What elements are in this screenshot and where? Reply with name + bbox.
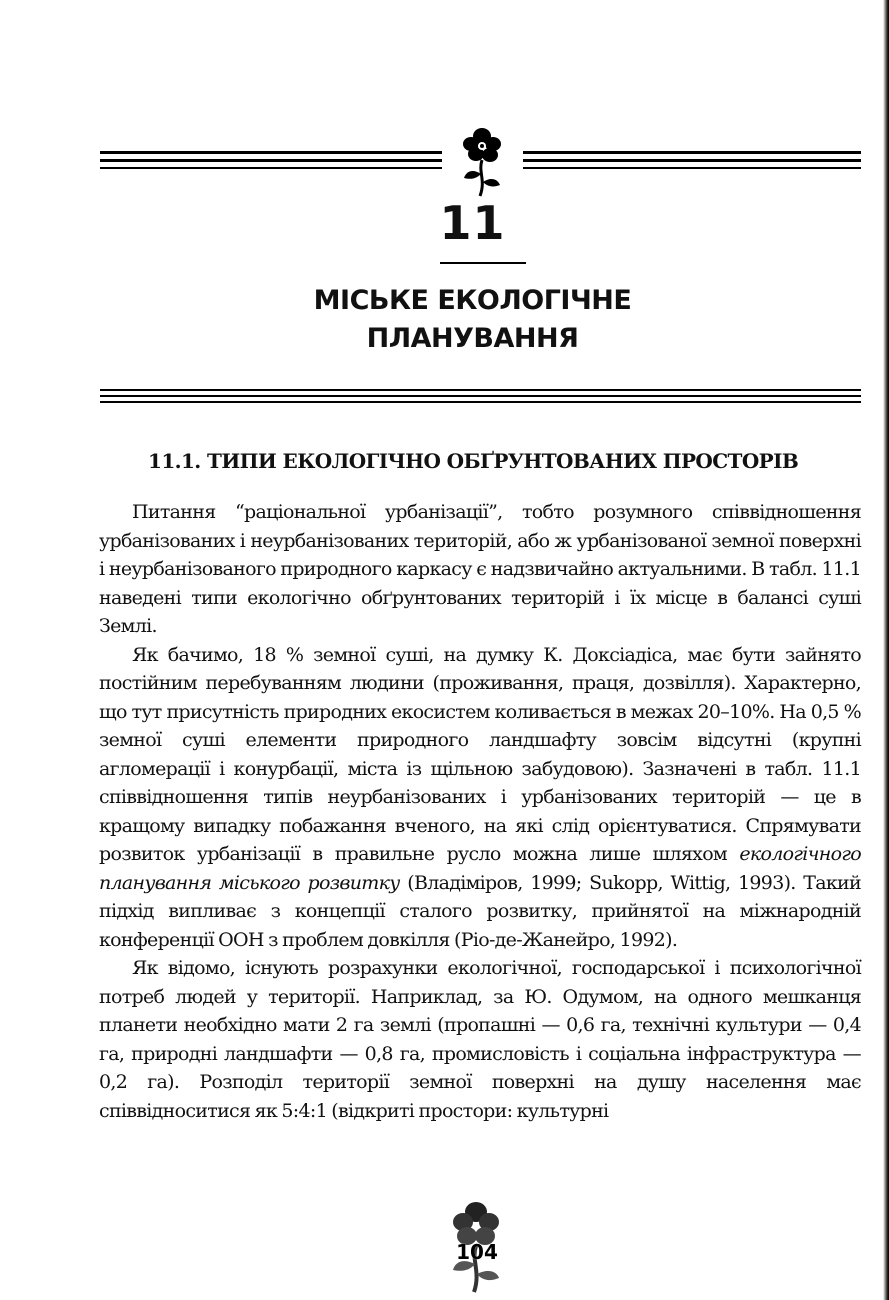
- header-rule-right: [523, 151, 861, 174]
- chapter-title-line-1: МІСЬКЕ ЕКОЛОГІЧНЕ: [313, 285, 632, 316]
- flower-ornament-icon: [452, 122, 512, 200]
- section-heading: 11.1. ТИПИ ЕКОЛОГІЧНО ОБҐРУНТОВАНИХ ПРОСТОРІВ: [148, 449, 799, 473]
- chapter-number-underline: [440, 262, 526, 264]
- paragraph-2-text-end: (Владіміров, 1999; Sukopp, Wittig, 1993). Такий підхід випливає з концепції сталого розвитку, прийнятої на міжнародній конференції ООН з проблем довкілля (Ріо-де-Жанейро, 1992).: [99, 871, 861, 951]
- paragraph-3: Як відомо, існують розрахунки екологічної, господарської і психологічної потреб людей у території. Наприклад, за Ю. Одумом, на одного мешканця планети необхідно мати 2 га землі (пропашні — 0,6 га, технічні культури — 0,4 га, природні ландшафти — 0,8 га, промисловість і соціальна інфраструктура — 0,2 га). Розподіл території земної поверхні на душу населення має співвідноситися як 5:4:1 (відкриті простори: культурні: [99, 957, 861, 1122]
- paragraph-2-emphasis: екологічного планування міського розвитку: [99, 843, 861, 894]
- header-rule-left: [100, 151, 442, 174]
- paragraph-2: [99, 641, 861, 955]
- paragraph-1: Питання “раціональної урбанізації”, тобто розумного співвідношення урбанізованих і неурбанізованих територій, або ж урбанізованої земної поверхні і неурбанізованого природного каркасу є надзвичайно актуальними. В табл. 11.1 наведені типи екологічно обґрунтованих територій і їх місце в балансі суші Землі.: [99, 501, 861, 637]
- chapter-title-line-2: ПЛАНУВАННЯ: [366, 323, 579, 354]
- chapter-title: [0, 282, 889, 358]
- title-rule: [100, 389, 861, 408]
- body-text: [99, 498, 861, 1125]
- paragraph-2-text-start: Як бачимо, 18 % земної суші, на думку К. Доксіадіса, має бути зайнято постійним перебуванням людини (проживання, праця, дозвілля). Характерно, що тут присутність природних екосистем коливається в межах 20–10%. На 0,5 % земної суші елементи природного ландшафту зовсім відсутні (крупні агломерації і конурбації, міста із щільною забудовою). Зазначені в табл. 11.1 співвідношення типів неурбанізованих і урбанізованих територій — це в кращому випадку побажання вченого, на які слід орієнтуватися. Спрямувати розвиток урбанізації в правильне русло можна лише шляхом: [99, 643, 861, 865]
- chapter-number: 11: [439, 196, 506, 250]
- page-number: 104: [456, 1240, 498, 1264]
- scan-edge: [883, 0, 889, 1300]
